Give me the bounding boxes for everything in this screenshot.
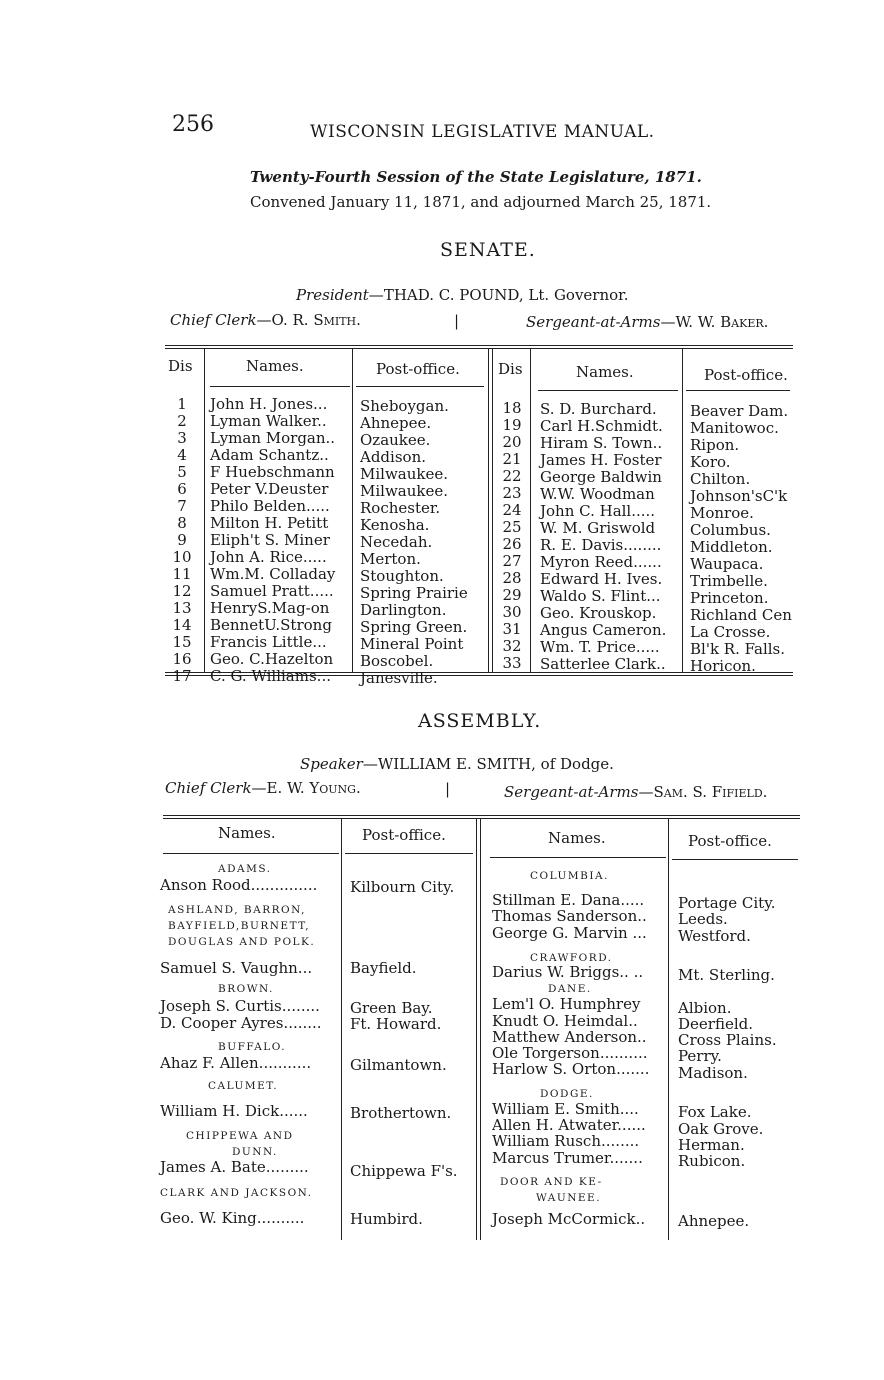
member-name: Anson Rood.............. <box>160 876 318 894</box>
post-office-cell: Bl'k R. Falls. <box>690 640 786 658</box>
header-names-2: Names. <box>576 363 634 381</box>
senator-name: Carl H.Schmidt. <box>540 417 663 435</box>
page-number: 256 <box>172 112 214 137</box>
assembly-speaker <box>300 755 614 773</box>
senator-name: Adam Schantz.. <box>210 446 329 464</box>
post-office-cell: Manitowoc. <box>690 419 779 437</box>
senator-name: Wm.M. Colladay <box>210 565 336 583</box>
header-rule <box>210 386 350 387</box>
header-post-office-2: Post-office. <box>688 832 772 850</box>
post-office-cell: Oak Grove. <box>678 1120 764 1138</box>
post-office-cell: Boscobel. <box>360 652 434 670</box>
district-column-2 <box>497 400 527 672</box>
senator-name: James H. Foster <box>540 451 662 469</box>
member-name: William Rusch........ <box>492 1132 640 1150</box>
senator-name: George Baldwin <box>540 468 662 486</box>
district-cell: 10 <box>172 548 192 566</box>
senator-name: C. G. Williams... <box>210 667 331 685</box>
member-name: George G. Marvin ... <box>492 924 647 942</box>
president-value: THAD. C. POUND, Lt. Governor. <box>383 286 629 304</box>
header-rule <box>538 390 678 391</box>
senator-name: Geo. C.Hazelton <box>210 650 334 668</box>
member-name: Stillman E. Dana..... <box>492 891 645 909</box>
running-head: WISCONSIN LEGISLATIVE MANUAL. <box>310 122 655 142</box>
district-cell: 16 <box>172 650 192 668</box>
member-name: Ole Torgerson.......... <box>492 1044 648 1062</box>
post-office-cell: Green Bay. <box>350 999 433 1017</box>
district-cell: 5 <box>177 463 187 481</box>
post-office-cell: Gilmantown. <box>350 1056 447 1074</box>
post-office-cell: Deerfield. <box>678 1015 753 1033</box>
post-office-cell: Milwaukee. <box>360 482 449 500</box>
session-title: Twenty-Fourth Session of the State Legislature, 1871. <box>250 168 702 186</box>
post-office-cell: Beaver Dam. <box>690 402 789 420</box>
member-name: D. Cooper Ayres........ <box>160 1014 322 1032</box>
post-office-cell: Darlington. <box>360 601 447 619</box>
post-office-cell: Necedah. <box>360 533 433 551</box>
header-dist-2: Dis <box>498 360 523 378</box>
table-top-rule <box>165 345 793 346</box>
column-rule <box>682 348 683 672</box>
senator-name: Milton H. Petitt <box>210 514 329 532</box>
district-cell: 2 <box>177 412 187 430</box>
district-cell: 12 <box>172 582 192 600</box>
member-name: Harlow S. Orton....... <box>492 1060 650 1078</box>
senator-name: Wm. T. Price..... <box>540 638 660 656</box>
column-rule <box>530 348 531 672</box>
post-office-cell: Milwaukee. <box>360 465 449 483</box>
district-cell: 8 <box>177 514 187 532</box>
post-office-cell: Cross Plains. <box>678 1031 777 1049</box>
senator-name: Angus Cameron. <box>540 621 667 639</box>
district-cell: 24 <box>502 501 522 519</box>
post-office-cell: Horicon. <box>690 657 756 675</box>
senate-sergeant <box>526 313 768 331</box>
senator-name: Eliph't S. Miner <box>210 531 330 549</box>
header-rule <box>345 853 473 854</box>
senator-name: Myron Reed...... <box>540 553 662 571</box>
chief-clerk-value: O. R. Smith. <box>271 311 361 329</box>
session-dates: Convened January 11, 1871, and adjourned March 25, 1871. <box>250 193 712 211</box>
senator-name: Samuel Pratt..... <box>210 582 334 600</box>
post-office-cell: Mt. Sterling. <box>678 966 775 984</box>
district-cell: 18 <box>502 399 522 417</box>
chief-clerk-value: E. W. Young. <box>266 779 361 797</box>
post-office-cell: Mineral Point <box>360 635 464 653</box>
column-rule <box>488 348 489 672</box>
post-office-cell: Waupaca. <box>690 555 764 573</box>
separator-bar: | <box>445 780 451 798</box>
post-office-cell: Rochester. <box>360 499 441 517</box>
district-cell: 29 <box>502 586 522 604</box>
district-cell: 32 <box>502 637 522 655</box>
senate-heading: SENATE. <box>440 239 536 261</box>
county-heading: DODGE. <box>540 1088 594 1100</box>
header-post-office: Post-office. <box>362 826 446 844</box>
post-office-cell: Ahnepee. <box>678 1212 750 1230</box>
sergeant-value: Sam. S. Fifield. <box>653 783 768 801</box>
district-cell: 26 <box>502 535 522 553</box>
post-office-cell: Leeds. <box>678 910 728 928</box>
post-office-cell: Fox Lake. <box>678 1103 752 1121</box>
post-office-cell: Monroe. <box>690 504 754 522</box>
assembly-heading: ASSEMBLY. <box>418 710 542 732</box>
senator-name: John C. Hall..... <box>540 502 656 520</box>
senator-name: Hiram S. Town.. <box>540 434 663 452</box>
district-cell: 22 <box>502 467 522 485</box>
district-cell: 33 <box>502 654 522 672</box>
senator-name: John H. Jones... <box>210 395 328 413</box>
member-name: Geo. W. King.......... <box>160 1209 305 1227</box>
county-heading: ASHLAND, BARRON, <box>168 904 306 916</box>
senator-name: Satterlee Clark.. <box>540 655 666 673</box>
district-cell: 20 <box>502 433 522 451</box>
county-heading: ADAMS. <box>218 863 272 875</box>
senator-name: Geo. Krouskop. <box>540 604 657 622</box>
district-cell: 28 <box>502 569 522 587</box>
header-rule <box>163 853 339 854</box>
post-office-cell: Johnson'sC'k <box>690 487 788 505</box>
post-office-cell: Princeton. <box>690 589 769 607</box>
district-cell: 4 <box>177 446 187 464</box>
district-cell: 23 <box>502 484 522 502</box>
district-cell: 6 <box>177 480 187 498</box>
post-office-cell: Herman. <box>678 1136 745 1154</box>
member-name: William E. Smith.... <box>492 1100 639 1118</box>
assembly-sergeant <box>504 783 767 801</box>
district-cell: 31 <box>502 620 522 638</box>
county-heading: CALUMET. <box>208 1080 279 1092</box>
senator-name: W.W. Woodman <box>540 485 655 503</box>
post-office-cell: Spring Prairie <box>360 584 468 602</box>
header-rule <box>686 390 790 391</box>
senator-name: S. D. Burchard. <box>540 400 657 418</box>
member-name: James A. Bate......... <box>160 1158 309 1176</box>
member-name: Lem'l O. Humphrey <box>492 995 641 1013</box>
district-cell: 25 <box>502 518 522 536</box>
district-cell: 13 <box>172 599 192 617</box>
post-office-cell: Kilbourn City. <box>350 878 455 896</box>
district-cell: 21 <box>502 450 522 468</box>
column-rule <box>476 818 477 1240</box>
post-office-cell: Addison. <box>360 448 426 466</box>
district-cell: 9 <box>177 531 187 549</box>
header-names-2: Names. <box>548 829 606 847</box>
senator-name: Edward H. Ives. <box>540 570 663 588</box>
names-column-2 <box>540 401 680 673</box>
county-heading: DOUGLAS AND POLK. <box>168 936 316 948</box>
member-name: Ahaz F. Allen........... <box>160 1054 312 1072</box>
column-rule <box>341 818 342 1240</box>
senator-name: John A. Rice..... <box>210 548 327 566</box>
county-heading: CRAWFORD. <box>530 952 613 964</box>
sergeant-value: W. W. Baker. <box>675 313 769 331</box>
post-office-cell: Trimbelle. <box>690 572 768 590</box>
post-office-column-2 <box>690 403 790 675</box>
table-top-rule-2 <box>165 348 793 349</box>
county-heading: BAYFIELD,BURNETT, <box>168 920 311 932</box>
district-cell: 7 <box>177 497 187 515</box>
table-top-rule <box>163 815 800 816</box>
senator-name: Peter V.Deuster <box>210 480 329 498</box>
post-office-cell: Ozaukee. <box>360 431 431 449</box>
separator-bar: | <box>454 312 460 330</box>
post-office-cell: Janesville. <box>360 669 438 687</box>
header-post-office-2: Post-office. <box>704 366 788 384</box>
column-rule <box>480 818 481 1240</box>
post-office-cell: Portage City. <box>678 894 776 912</box>
county-heading: BROWN. <box>218 983 274 995</box>
post-office-cell: Merton. <box>360 550 421 568</box>
senator-name: Francis Little... <box>210 633 327 651</box>
header-rule <box>356 386 484 387</box>
senator-name: BennetU.Strong <box>210 616 332 634</box>
member-name: William H. Dick...... <box>160 1102 308 1120</box>
district-cell: 17 <box>172 667 192 685</box>
senator-name: Lyman Morgan.. <box>210 429 336 447</box>
names-column <box>210 396 350 685</box>
district-cell: 11 <box>172 565 192 583</box>
senate-chief-clerk <box>170 311 361 329</box>
header-names: Names. <box>218 824 276 842</box>
senator-name: R. E. Davis........ <box>540 536 662 554</box>
senator-name: Waldo S. Flint... <box>540 587 661 605</box>
post-office-cell: Middleton. <box>690 538 773 556</box>
post-office-cell: Richland Cen <box>690 606 792 624</box>
senator-name: Lyman Walker.. <box>210 412 327 430</box>
column-rule <box>204 348 205 672</box>
president-label: President— <box>296 286 384 304</box>
post-office-cell: Albion. <box>678 999 732 1017</box>
header-names: Names. <box>246 357 304 375</box>
member-name: Matthew Anderson.. <box>492 1028 647 1046</box>
post-office-cell: La Crosse. <box>690 623 771 641</box>
county-heading: DUNN. <box>232 1146 278 1158</box>
header-rule <box>490 857 666 858</box>
member-name: Joseph S. Curtis........ <box>160 997 320 1015</box>
post-office-cell: Ripon. <box>690 436 740 454</box>
post-office-cell: Koro. <box>690 453 731 471</box>
member-name: Marcus Trumer....... <box>492 1149 643 1167</box>
district-cell: 27 <box>502 552 522 570</box>
post-office-cell: Spring Green. <box>360 618 468 636</box>
county-heading: WAUNEE. <box>536 1192 602 1204</box>
post-office-cell: Bayfield. <box>350 959 417 977</box>
post-office-cell: Stoughton. <box>360 567 444 585</box>
post-office-cell: Humbird. <box>350 1210 423 1228</box>
member-name: Allen H. Atwater...... <box>492 1116 646 1134</box>
county-heading: CHIPPEWA AND <box>186 1130 294 1142</box>
header-post-office: Post-office. <box>376 360 460 378</box>
member-name: Knudt O. Heimdal.. <box>492 1012 638 1030</box>
chief-clerk-label: Chief Clerk— <box>165 779 267 797</box>
member-name: Thomas Sanderson.. <box>492 907 647 925</box>
column-rule <box>492 348 493 672</box>
post-office-cell: Westford. <box>678 927 751 945</box>
chief-clerk-label: Chief Clerk— <box>170 311 272 329</box>
county-heading: DANE. <box>548 983 592 995</box>
post-office-cell: Rubicon. <box>678 1152 746 1170</box>
header-dist: Dis <box>168 357 193 375</box>
member-name: Samuel S. Vaughn... <box>160 959 313 977</box>
senator-name: HenryS.Mag-on <box>210 599 330 617</box>
post-office-cell: Perry. <box>678 1047 722 1065</box>
district-cell: 30 <box>502 603 522 621</box>
county-heading: COLUMBIA. <box>530 870 609 882</box>
table-top-rule-2 <box>163 818 800 819</box>
senator-name: F Huebschmann <box>210 463 335 481</box>
post-office-cell: Madison. <box>678 1064 748 1082</box>
post-office-column <box>360 398 486 687</box>
sergeant-label: Sergeant-at-Arms— <box>526 313 676 331</box>
column-rule <box>352 348 353 672</box>
sergeant-label: Sergeant-at-Arms— <box>504 783 654 801</box>
district-cell: 14 <box>172 616 192 634</box>
senator-name: Philo Belden..... <box>210 497 330 515</box>
post-office-cell: Kenosha. <box>360 516 430 534</box>
member-name: Darius W. Briggs.. .. <box>492 963 644 981</box>
post-office-cell: Ft. Howard. <box>350 1015 442 1033</box>
header-rule <box>672 859 798 860</box>
speaker-value: WILLIAM E. SMITH, of Dodge. <box>377 755 614 773</box>
post-office-cell: Columbus. <box>690 521 771 539</box>
post-office-cell: Sheboygan. <box>360 397 449 415</box>
district-cell: 15 <box>172 633 192 651</box>
member-name: Joseph McCormick.. <box>492 1210 646 1228</box>
senator-name: W. M. Griswold <box>540 519 656 537</box>
senate-president <box>296 286 628 304</box>
post-office-cell: Chilton. <box>690 470 751 488</box>
district-cell: 3 <box>177 429 187 447</box>
speaker-label: Speaker— <box>300 755 378 773</box>
post-office-cell: Chippewa F's. <box>350 1162 458 1180</box>
assembly-chief-clerk <box>165 779 361 797</box>
county-heading: CLARK AND JACKSON. <box>160 1187 313 1199</box>
district-cell: 1 <box>177 395 187 413</box>
district-column <box>168 396 196 685</box>
post-office-cell: Ahnepee. <box>360 414 432 432</box>
county-heading: BUFFALO. <box>218 1041 287 1053</box>
column-rule <box>668 818 669 1240</box>
district-cell: 19 <box>502 416 522 434</box>
county-heading: DOOR AND KE- <box>500 1176 603 1188</box>
post-office-cell: Brothertown. <box>350 1104 452 1122</box>
